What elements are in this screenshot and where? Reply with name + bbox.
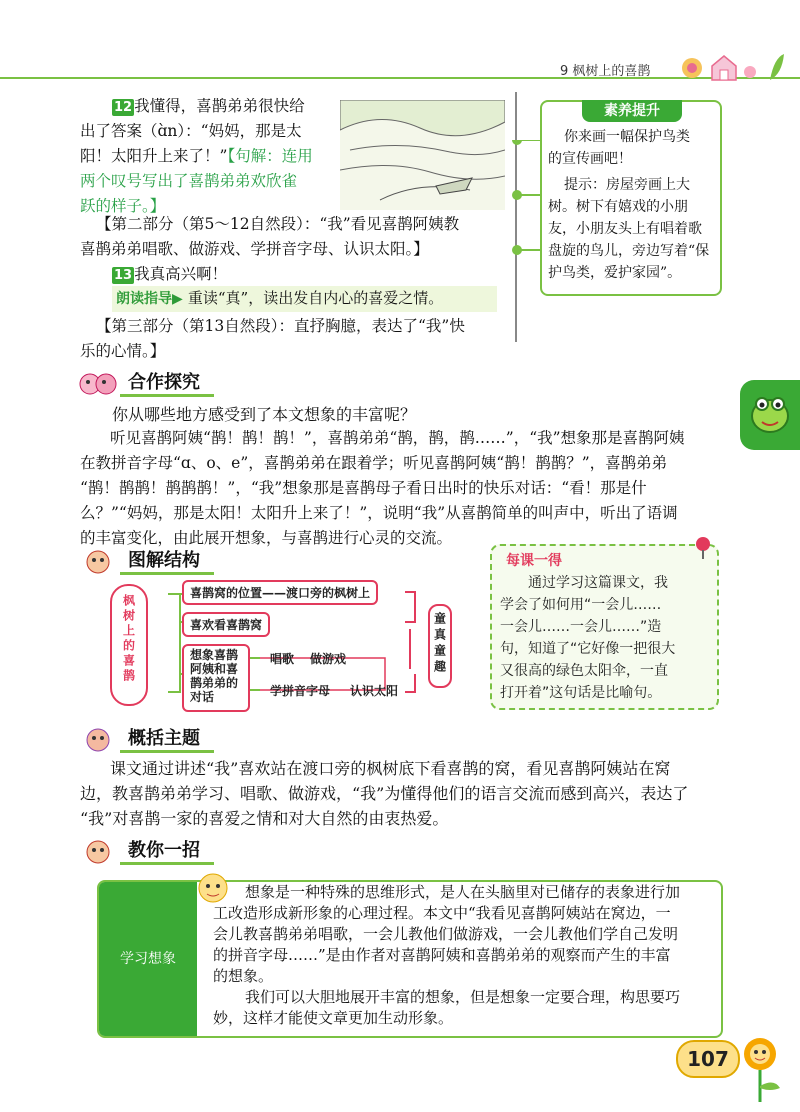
paragraph-12-line2: 出了答案（ɑ̀n）：“妈妈，那是太: [80, 122, 302, 140]
theme-line: “我”对喜鹊一家的喜爱之情和对大自然的由衷热爱。: [80, 809, 449, 828]
teach-tag-label: 学习想象: [120, 951, 176, 967]
teach-line: 工改造形成新形象的心理过程。本文中“我看见喜鹊阿姨站在窝边，一: [213, 904, 671, 922]
map-leaf: 做游戏: [310, 652, 347, 666]
explore-question: 你从哪些地方感受到了本文想象的丰富呢？: [112, 405, 417, 424]
section-title-teach: 教你一招: [120, 836, 214, 865]
paragraph-text: 阳！太阳升上来了！”: [80, 147, 228, 165]
paragraph-13: [112, 262, 227, 287]
part2-summary-line1: 【第二部分（第5～12自然段）：“我”看见喜鹊阿姨教: [96, 215, 460, 233]
map-leaf: 唱歌: [270, 652, 295, 666]
flower-icon: [730, 1032, 790, 1108]
reading-guide-label: 朗读指导▶: [116, 291, 183, 307]
teach-tag: [99, 882, 197, 1036]
part3-summary-line2: 乐的心情。】: [80, 342, 166, 360]
sidebar-line: 友，小朋友头上有唱着歌: [548, 221, 702, 237]
literacy-sidebar: [540, 100, 722, 296]
frog-icon: [740, 380, 800, 450]
mascot-icon: [78, 836, 118, 870]
teach-line: 的拼音字母……”是由作者对喜鹊阿姨和喜鹊弟弟的观察而产生的丰富: [213, 946, 671, 964]
reading-guide: [112, 286, 497, 312]
page-number: 107: [687, 1047, 729, 1071]
structure-map: [110, 574, 480, 714]
paragraph-12-line1: [112, 94, 305, 119]
sidebar-line: 提示：房屋旁画上大: [564, 177, 690, 193]
mascot-icon: [78, 724, 118, 758]
lesson-gain-line: 句，知道了“它好像一把很大: [500, 641, 676, 657]
teach-box: [97, 880, 723, 1038]
map-root-label: 枫树上的喜鹊: [121, 594, 136, 684]
answer-line: 在教拼音字母“ɑ、o、e”，喜鹊弟弟在跟着学；听见喜鹊阿姨“鹊！鹊鹊？”，喜鹊弟弟: [80, 454, 668, 472]
sentence-note: 【句解：连用: [227, 147, 313, 165]
answer-line: 的丰富变化，由此展开想象，与喜鹊进行心灵的交流。: [80, 529, 453, 547]
teach-line: 的想象。: [213, 967, 274, 985]
sidebar-title: 素养提升: [582, 100, 682, 122]
lesson-gain-line: 一会儿……一会儿……”造: [500, 619, 662, 635]
map-node-location: 喜鹊窝的位置——渡口旁的枫树上: [182, 580, 378, 605]
section-title-explore: 合作探究: [120, 368, 214, 397]
house-icon: [680, 50, 790, 80]
sidebar-line: 的宣传画吧！: [548, 151, 632, 167]
sidebar-line: 护鸟类，爱护家园”。: [548, 265, 682, 281]
sentence-note-line3: 跃的样子。】: [80, 197, 166, 215]
sidebar-line: 树。树下有嬉戏的小朋: [548, 199, 688, 215]
part2-summary-line2: 喜鹊弟弟唱歌、做游戏、学拼音字母、认识太阳。】: [80, 240, 429, 258]
frog-tab: [740, 380, 800, 450]
map-node-like: 喜欢看喜鹊窝: [182, 612, 270, 637]
teach-body: [213, 882, 715, 1029]
section-title-structure: 图解结构: [120, 546, 214, 575]
river-illustration: [340, 100, 505, 210]
teach-line: 妙，这样才能使文章更加生动形象。: [213, 1009, 454, 1027]
section-title-theme: 概括主题: [120, 724, 214, 753]
map-node-imagine: 想象喜鹊阿姨和喜鹊弟弟的对话: [182, 644, 250, 712]
teach-line: 想象是一种特殊的思维形式，是人在头脑里对已储存的表象进行加: [245, 883, 681, 901]
part3-summary-line1: 【第三部分（第13自然段）：直抒胸臆，表达了“我”快: [96, 317, 465, 335]
map-leaf: 学拼音字母: [270, 684, 331, 698]
sentence-note-line2: 两个叹号写出了喜鹊弟弟欢欣雀: [80, 172, 298, 190]
lesson-gain-title: 每课一得: [506, 553, 562, 569]
paragraph-text: 我懂得，喜鹊弟弟很快给: [134, 97, 305, 115]
pin-icon: [693, 536, 713, 564]
map-theme: [428, 604, 452, 688]
paragraph-12-line3: [80, 144, 313, 169]
lesson-gain-line: 通过学习这篇课文，我: [528, 575, 668, 591]
lesson-gain-box: [490, 544, 719, 710]
answer-line: 么？”“妈妈，那是太阳！太阳升上来了！”，说明“我”从喜鹊简单的叫声中，听出了语调: [80, 504, 678, 522]
lesson-gain-line: 学会了如何用“一会儿……: [500, 597, 662, 613]
lesson-gain-line: 打开着”这句话是比喻句。: [500, 685, 662, 701]
paragraph-number: 13: [114, 268, 133, 283]
explore-answer: [80, 426, 720, 551]
theme-line: 边，教喜鹊弟弟学习、唱歌、做游戏，“我”为懂得他们的语言交流而感到高兴，表达了: [80, 784, 689, 803]
sidebar-line: 你来画一幅保护鸟类: [564, 129, 690, 145]
paragraph-number: 12: [114, 100, 133, 115]
reading-guide-text: 重读“真”，读出发自内心的喜爱之情。: [187, 289, 444, 307]
answer-line: 听见喜鹊阿姨“鹊！鹊！鹊！”，喜鹊弟弟“鹊，鹊，鹊……”，“我”想象那是喜鹊阿姨: [110, 429, 685, 447]
sidebar-line: 盘旋的鸟儿，旁边写着“保: [548, 243, 710, 259]
map-theme-label: 童真童趣: [432, 612, 447, 676]
lesson-gain-line: 又很高的绿色太阳伞，一直: [500, 663, 668, 679]
mascot-icon: [78, 368, 118, 402]
map-root: [110, 584, 148, 706]
answer-line: “鹊！鹊鹊！鹊鹊鹊！”，“我”想象那是喜鹊母子看日出时的快乐对话：“看！那是什: [80, 479, 647, 497]
theme-body: [80, 756, 720, 831]
chapter-title: 9 枫树上的喜鹊: [560, 64, 651, 79]
map-leaf: 认识太阳: [350, 684, 399, 698]
theme-line: 课文通过讲述“我”喜欢站在渡口旁的枫树底下看喜鹊的窝，看见喜鹊阿姨站在窝: [110, 759, 671, 778]
teach-line: 会儿教喜鹊弟弟唱歌，一会儿教他们做游戏，一会儿教他们学自己发明: [213, 925, 679, 943]
teach-line: 我们可以大胆地展开丰富的想象，但是想象一定要合理，构思要巧: [245, 988, 681, 1006]
paragraph-text: 我真高兴啊！: [134, 265, 228, 283]
lesson-gain-body: [500, 572, 712, 704]
